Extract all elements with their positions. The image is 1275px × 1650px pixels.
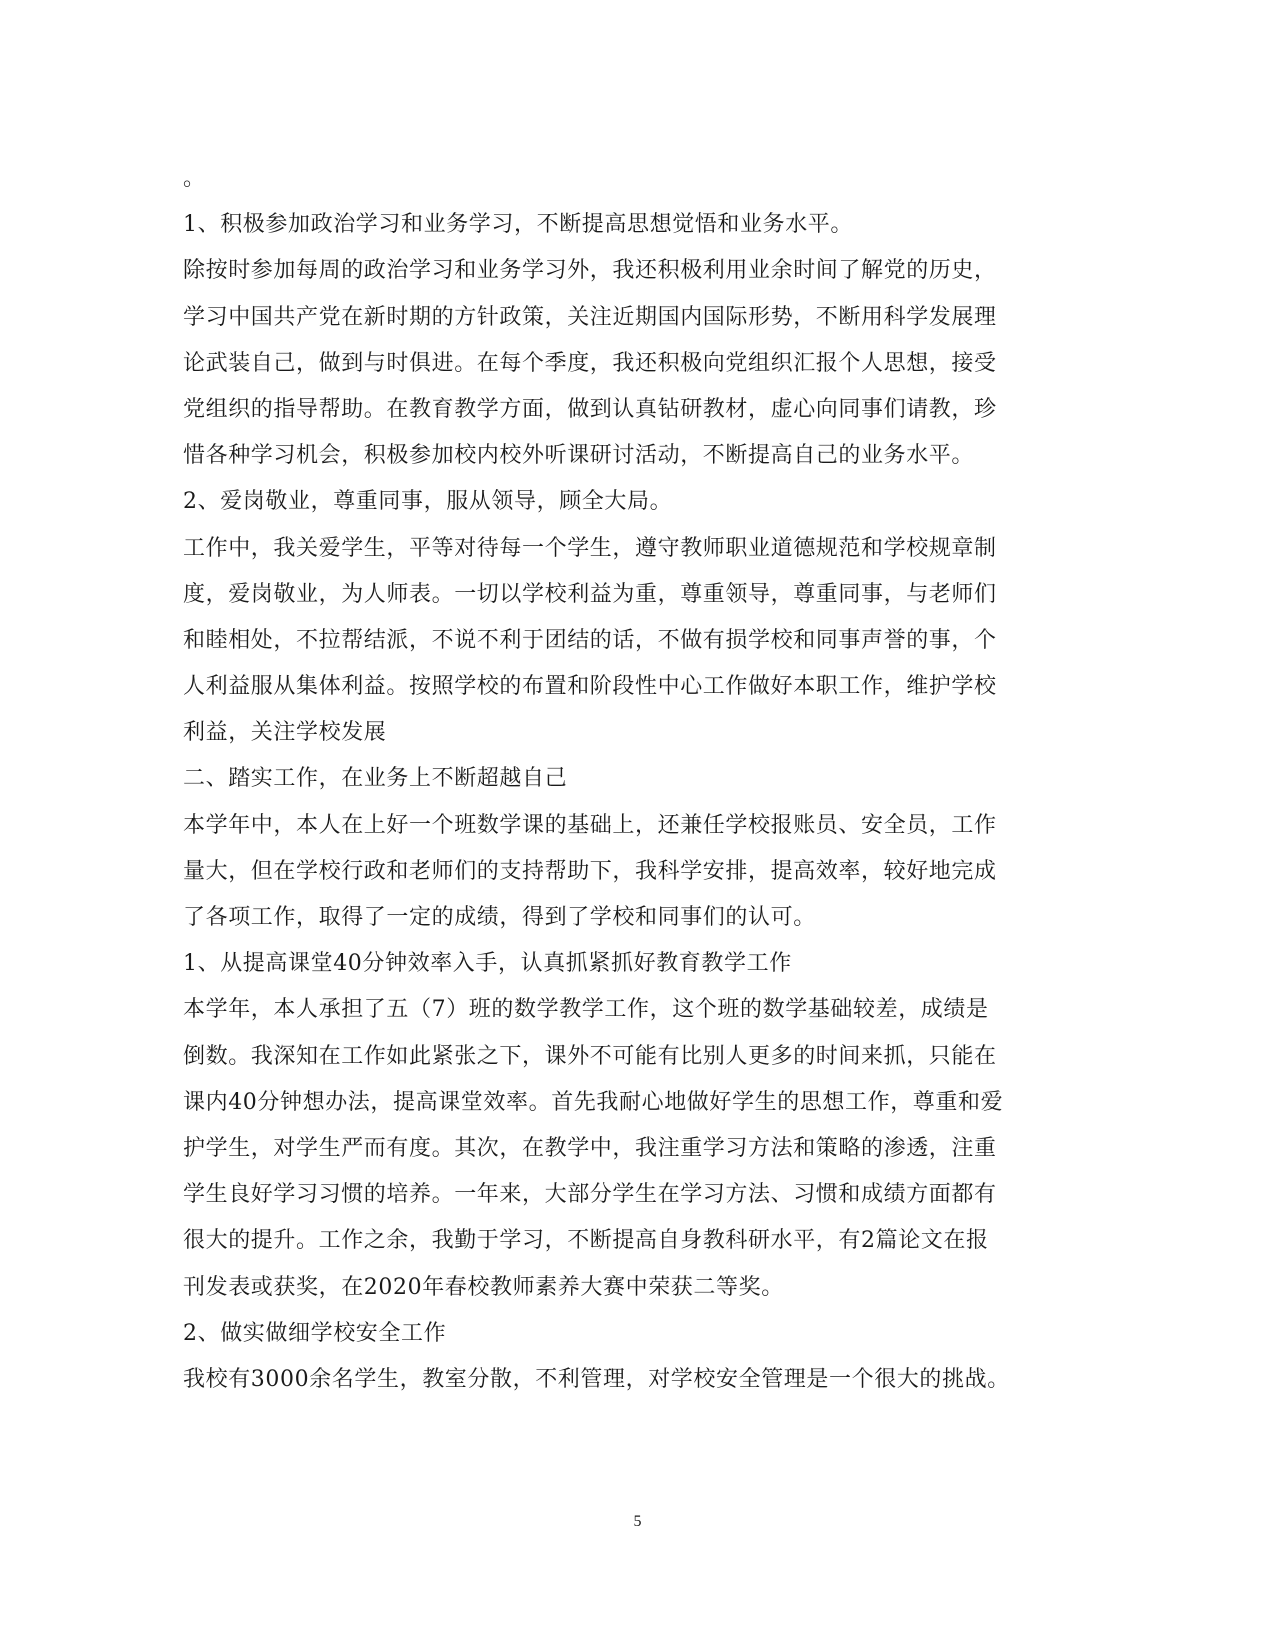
text-line: 护学生，对学生严而有度。其次，在教学中，我注重学习方法和策略的渗透，注重 xyxy=(183,1135,997,1161)
text-line: 论武装自己，做到与时俱进。在每个季度，我还积极向党组织汇报个人思想，接受 xyxy=(183,350,997,376)
text-line: 学生良好学习习惯的培养。一年来，大部分学生在学习方法、习惯和成绩方面都有 xyxy=(183,1182,997,1208)
text-line: 课内40分钟想办法，提高课堂效率。首先我耐心地做好学生的思想工作，尊重和爱 xyxy=(183,1089,1004,1115)
text-line: 很大的提升。工作之余，我勤于学习，不断提高自身教科研水平，有2篇论文在报 xyxy=(183,1228,989,1254)
text-line: 除按时参加每周的政治学习和业务学习外，我还积极利用业余时间了解党的历史， xyxy=(183,258,997,284)
text-line: 倒数。我深知在工作如此紧张之下，课外不可能有比别人更多的时间来抓，只能在 xyxy=(183,1043,997,1069)
text-line: 本学年，本人承担了五（7）班的数学教学工作，这个班的数学基础较差，成绩是 xyxy=(183,997,989,1023)
text-line: 惜各种学习机会，积极参加校内校外听课研讨活动，不断提高自己的业务水平。 xyxy=(183,443,975,469)
text-line: 度，爱岗敬业，为人师表。一切以学校利益为重，尊重领导，尊重同事，与老师们 xyxy=(183,581,997,607)
text-line: 我校有3000余名学生，教室分散，不利管理，对学校安全管理是一个很大的挑战。 xyxy=(183,1366,1010,1392)
page-number: 5 xyxy=(633,1513,642,1530)
text-line: 刊发表或获奖，在2020年春校教师素养大赛中荣获二等奖。 xyxy=(183,1274,784,1300)
text-line: 人利益服从集体利益。按照学校的布置和阶段性中心工作做好本职工作，维护学校 xyxy=(183,674,997,700)
text-line: 。 xyxy=(183,166,206,191)
section-heading: 2、做实做细学校安全工作 xyxy=(183,1320,447,1346)
section-heading: 1、积极参加政治学习和业务学习，不断提高思想觉悟和业务水平。 xyxy=(183,212,853,238)
text-line: 了各项工作，取得了一定的成绩，得到了学校和同事们的认可。 xyxy=(183,905,816,930)
text-line: 党组织的指导帮助。在教育教学方面，做到认真钻研教材，虚心向同事们请教，珍 xyxy=(183,396,997,422)
text-line: 量大，但在学校行政和老师们的支持帮助下，我科学安排，提高效率，较好地完成 xyxy=(183,858,997,884)
text-line: 学习中国共产党在新时期的方针政策，关注近期国内国际形势，不断用科学发展理 xyxy=(183,304,997,330)
text-line: 本学年中，本人在上好一个班数学课的基础上，还兼任学校报账员、安全员，工作 xyxy=(183,812,997,838)
section-heading: 2、爱岗敬业，尊重同事，服从领导，顾全大局。 xyxy=(183,489,673,515)
text-line: 和睦相处，不拉帮结派，不说不利于团结的话，不做有损学校和同事声誉的事，个 xyxy=(183,627,997,653)
text-line: 工作中，我关爱学生，平等对待每一个学生，遵守教师职业道德规范和学校规章制 xyxy=(183,535,997,561)
text-line: 利益，关注学校发展 xyxy=(183,720,387,746)
document-body xyxy=(183,156,1063,1403)
section-heading: 1、从提高课堂40分钟效率入手，认真抓紧抓好教育教学工作 xyxy=(183,951,792,977)
section-heading: 二、踏实工作，在业务上不断超越自己 xyxy=(183,766,568,792)
